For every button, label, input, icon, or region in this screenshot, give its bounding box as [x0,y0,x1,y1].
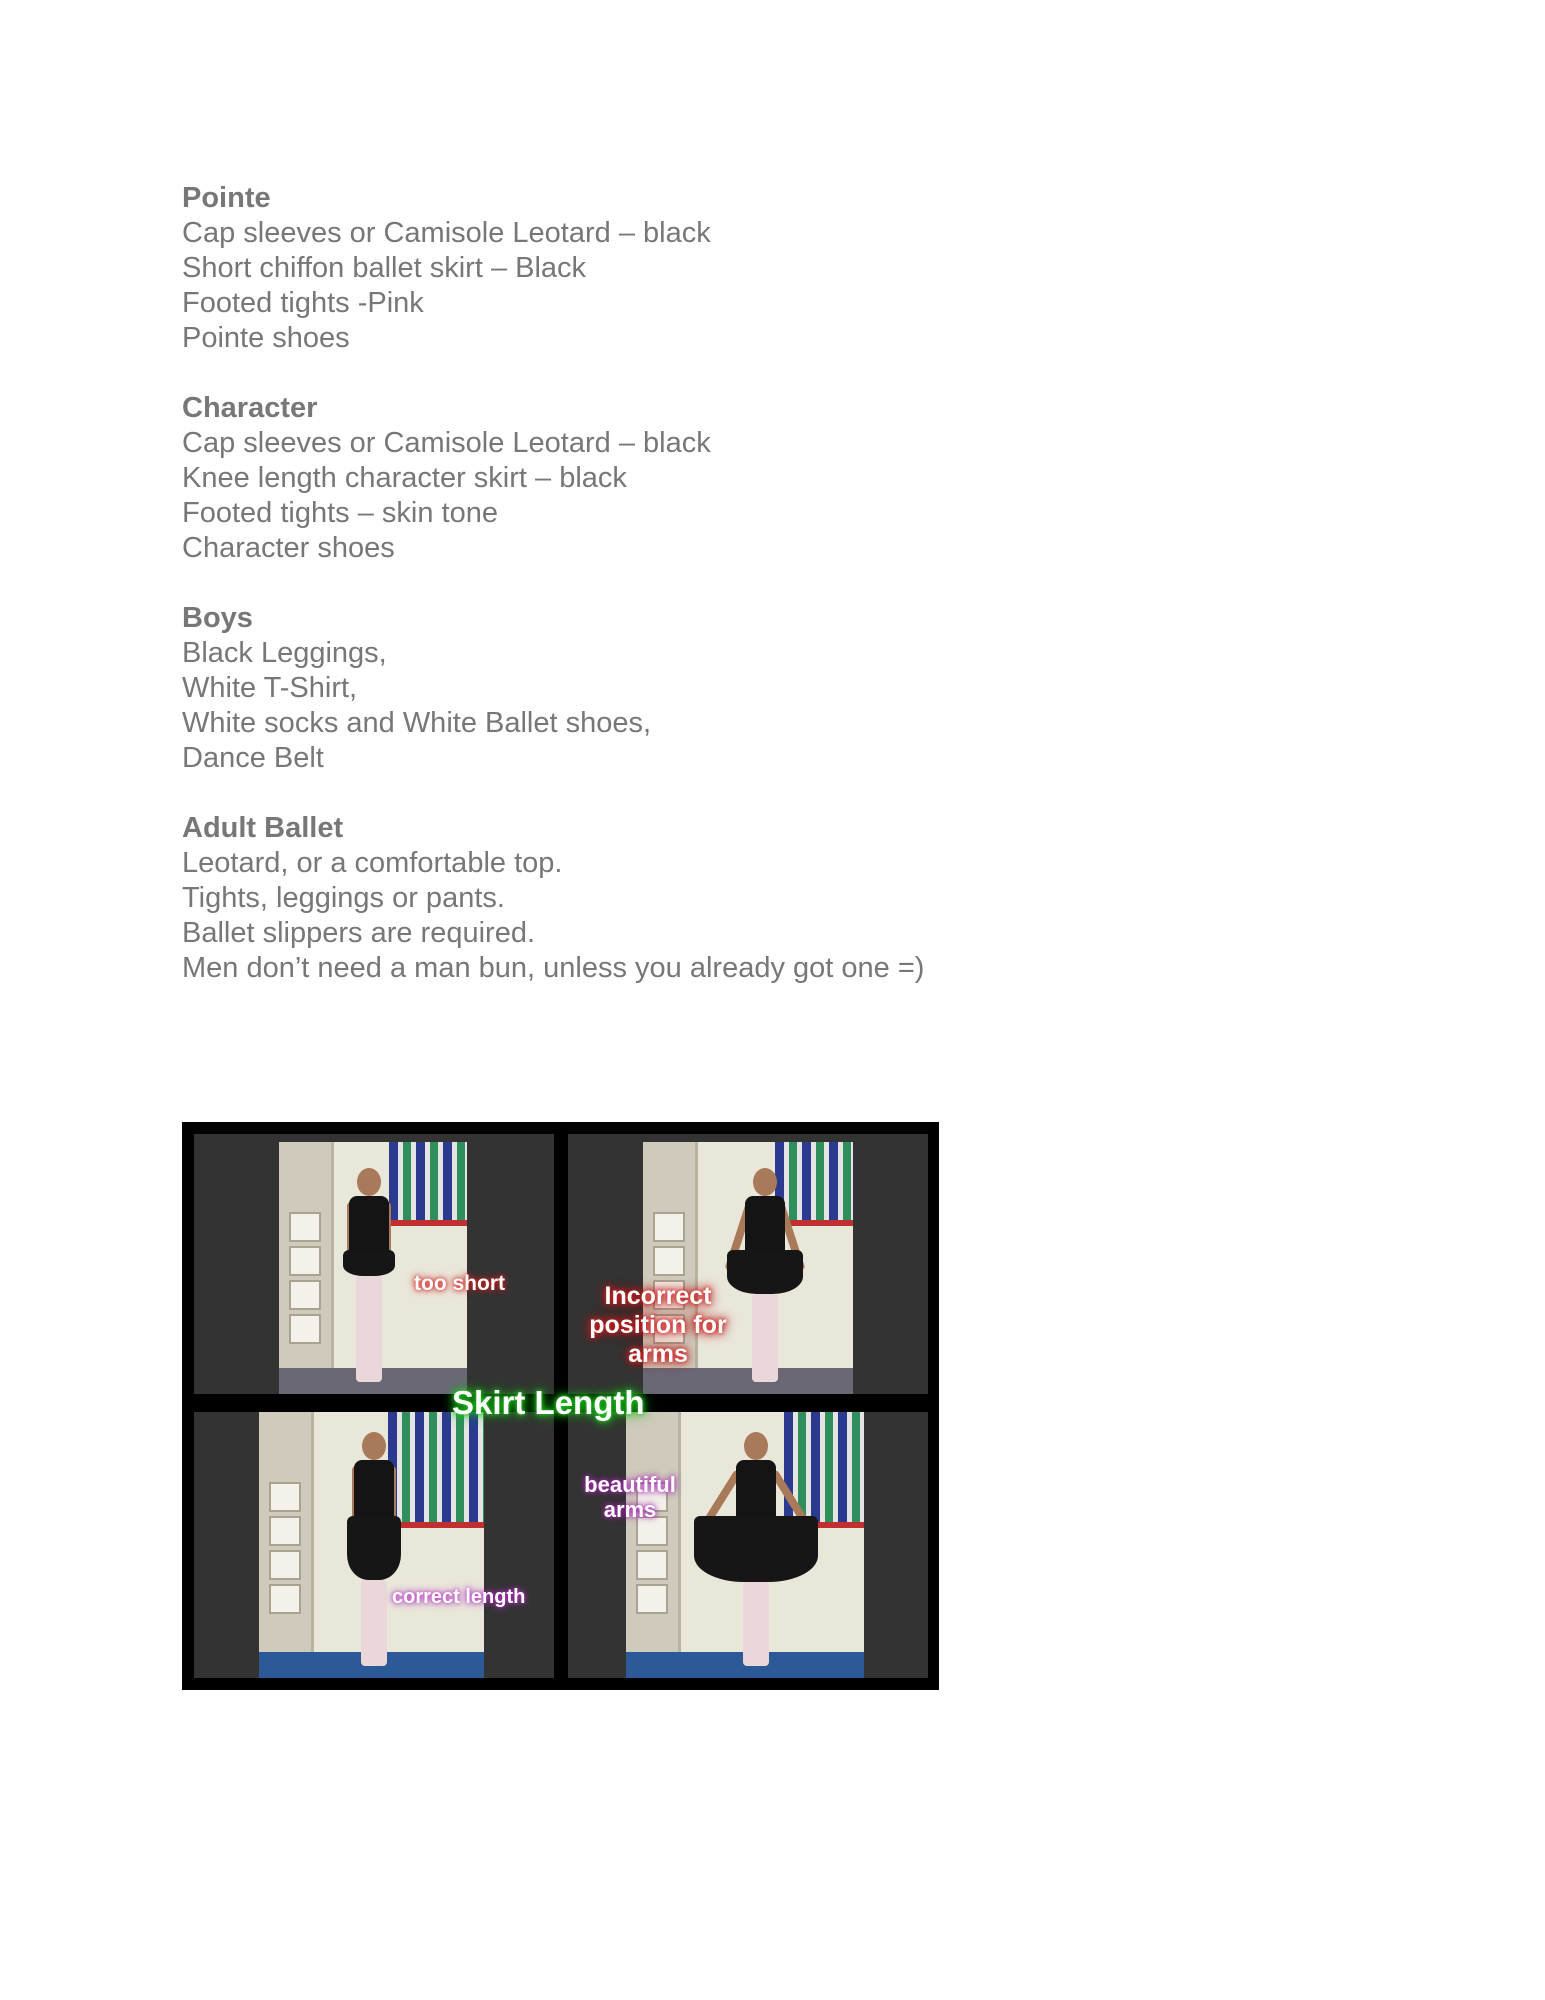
section-line: Cap sleeves or Camisole Leotard – black [182,217,711,249]
section-line: Cap sleeves or Camisole Leotard – black [182,427,711,459]
section-boys [182,601,1382,776]
caption-correct-length: correct length [392,1586,526,1608]
door [259,1412,314,1660]
photo-panel-beautiful-arms [568,1412,928,1678]
wall-poster [389,1142,467,1226]
section-line: White socks and White Ballet shoes, [182,707,652,739]
section-line: Tights, leggings or pants. [182,882,505,914]
section-line: Footed tights – skin tone [182,497,498,529]
section-line: Leotard, or a comfortable top. [182,847,563,879]
dancer-photo [259,1412,484,1678]
section-pointe [182,181,1382,356]
dancer-figure [686,1432,826,1672]
dancer-photo [279,1142,467,1394]
document-body [182,181,1382,1021]
dancer-photo [626,1412,864,1678]
caption-skirt-length: Skirt Length [452,1384,645,1421]
caption-incorrect-arms: Incorrect position for arms [589,1282,727,1368]
caption-beautiful-arms: beautiful arms [584,1472,676,1523]
section-heading: Pointe [182,182,271,214]
section-line: Dance Belt [182,742,324,774]
section-line: Ballet slippers are required. [182,917,536,949]
skirt-length-collage-image [182,1122,939,1690]
door [279,1142,334,1376]
section-heading: Adult Ballet [182,812,344,844]
section-character [182,391,1382,566]
section-line: Black Leggings, [182,637,387,669]
section-line: Short chiffon ballet skirt – Black [182,252,587,284]
section-line: Men don’t need a man bun, unless you already got one =) [182,952,925,984]
section-heading: Character [182,392,318,424]
dancer-figure [344,1432,404,1672]
section-adult-ballet [182,811,1382,986]
photo-panel-incorrect-arms [568,1134,928,1394]
photo-panel-too-short [194,1134,554,1394]
section-heading: Boys [182,602,253,634]
section-line: Knee length character skirt – black [182,462,627,494]
door [626,1412,681,1660]
dancer-figure [339,1168,399,1388]
section-line: Character shoes [182,532,395,564]
section-line: Pointe shoes [182,322,350,354]
section-line: Footed tights -Pink [182,287,424,319]
section-line: White T-Shirt, [182,672,358,704]
photo-panel-correct-length [194,1412,554,1678]
caption-too-short: too short [414,1272,505,1295]
